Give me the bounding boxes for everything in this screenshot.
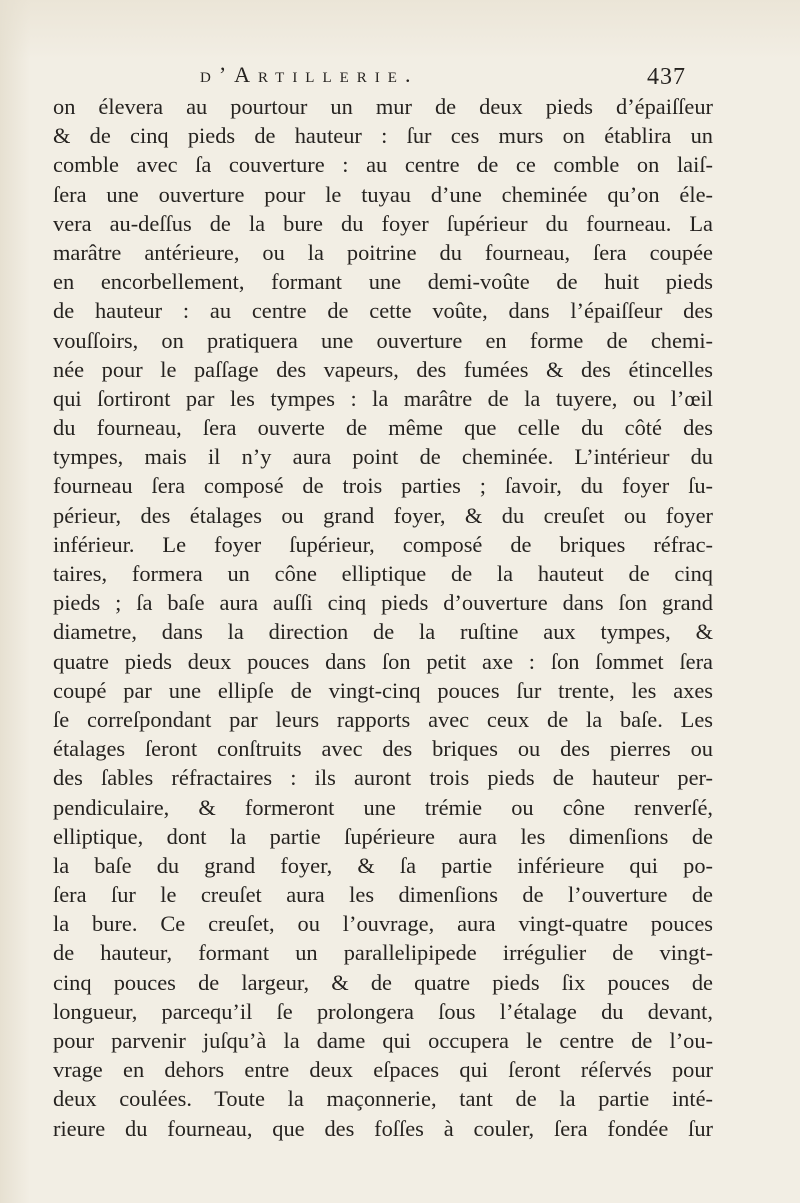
text-line-15: périeur, des étalages ou grand foyer, & du creuſet ou foyer (53, 502, 713, 528)
text-line-32: longueur, parcequ’il ſe prolongera ſous l’étalage du devant, (53, 998, 713, 1024)
text-line-3: comble avec ſa couverture : au centre de ce comble on laiſ- (53, 152, 713, 178)
text-line-11: qui ſortiront par les tympes : la marâtre de la tuyere, ou l’œil (53, 385, 713, 411)
text-line-30: de hauteur, formant un parallelipipede irrégulier de vingt- (53, 940, 713, 966)
text-line-31: cinq pouces de largeur, & de quatre pieds ſix pouces de (53, 969, 713, 995)
text-line-33: pour parvenir juſqu’à la dame qui occupera le centre de l’ou- (53, 1028, 713, 1053)
running-head: d’Artillerie. (200, 62, 419, 87)
text-line-23: étalages ſeront conſtruits avec des briques ou des pierres ou (53, 736, 713, 762)
text-line-25: pendiculaire, & formeront une trémie ou cône renverſé, (53, 794, 713, 820)
text-line-28: ſera ſur le creuſet aura les dimenſions de l’ouverture de (53, 882, 713, 908)
text-line-18: pieds ; ſa baſe aura auſſi cinq pieds d’ouverture dans ſon grand (53, 590, 713, 616)
page-shadow-left (0, 0, 30, 1203)
page-number: 437 (647, 64, 686, 90)
text-line-1: on élevera au pourtour un mur de deux pieds d’épaiſſeur (53, 94, 713, 119)
text-line-29: la bure. Ce creuſet, ou l’ouvrage, aura vingt-quatre pouces (53, 911, 713, 937)
text-line-14: fourneau ſera composé de trois parties ; ſavoir, du foyer ſu- (53, 473, 713, 499)
text-line-36: rieure du fourneau, que des foſſes à couler, ſera fondée ſur (53, 1115, 713, 1141)
text-line-24: des ſables réfractaires : ils auront trois pieds de hauteur per- (53, 765, 713, 791)
text-line-2: & de cinq pieds de hauteur : ſur ces murs on établira un (53, 123, 713, 149)
text-line-4: ſera une ouverture pour le tuyau d’une cheminée qu’on éle- (53, 181, 713, 207)
page-header (0, 62, 800, 92)
text-line-22: ſe correſpondant par leurs rapports avec ceux de la baſe. Les (53, 706, 713, 732)
text-line-6: marâtre antérieure, ou la poitrine du fourneau, ſera coupée (53, 239, 713, 265)
text-line-13: tympes, mais il n’y aura point de cheminée. L’intérieur du (53, 444, 713, 470)
text-line-7: en encorbellement, formant une demi-voûte de huit pieds (53, 269, 713, 295)
text-line-26: elliptique, dont la partie ſupérieure aura les dimenſions de (53, 823, 713, 849)
text-line-16: inférieur. Le foyer ſupérieur, composé de briques réfrac- (53, 531, 713, 557)
text-line-20: quatre pieds deux pouces dans ſon petit axe : ſon ſommet ſera (53, 648, 713, 674)
text-line-9: vouſſoirs, on pratiquera une ouverture en forme de chemi- (53, 327, 713, 353)
text-line-5: vera au-deſſus de la bure du foyer ſupérieur du fourneau. La (53, 210, 713, 236)
text-line-8: de hauteur : au centre de cette voûte, dans l’épaiſſeur des (53, 298, 713, 324)
text-line-34: vrage en dehors entre deux eſpaces qui ſeront réſervés pour (53, 1057, 713, 1083)
text-line-12: du fourneau, ſera ouverte de même que celle du côté des (53, 415, 713, 441)
text-line-21: coupé par une ellipſe de vingt-cinq pouces ſur trente, les axes (53, 677, 713, 703)
text-line-17: taires, formera un cône elliptique de la hauteut de cinq (53, 561, 713, 586)
text-line-27: la baſe du grand foyer, & ſa partie inférieure qui po- (53, 852, 713, 878)
text-line-35: deux coulées. Toute la maçonnerie, tant de la partie inté- (53, 1086, 713, 1112)
body-text (53, 92, 713, 1143)
text-line-19: diametre, dans la direction de la ruſtine aux tympes, & (53, 619, 713, 645)
page-shadow-top (0, 0, 800, 60)
text-line-10: née pour le paſſage des vapeurs, des fumées & des étincelles (53, 356, 713, 382)
